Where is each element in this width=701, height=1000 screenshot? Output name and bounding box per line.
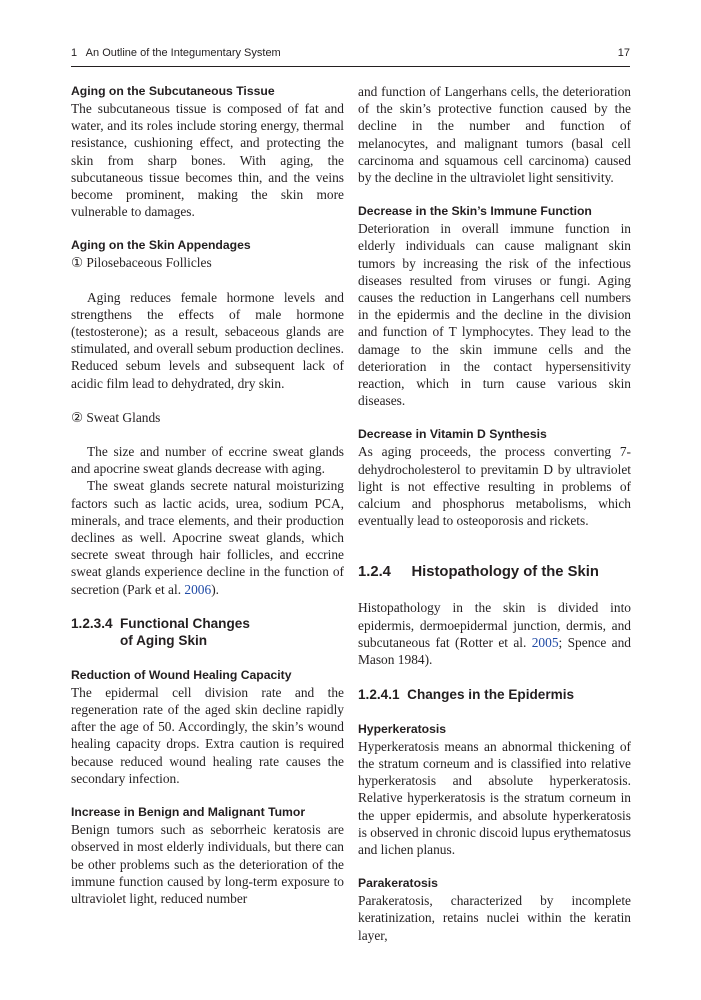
- hyperkeratosis-paragraph: Hyperkeratosis means an abnormal thickening of the stratum corneum and is classified into relative hyperkeratosis and absolute hyperkeratosis. Relative hyperkeratosis is the stratum corneum in the upper epidermis, and absolute hyperkeratosis is observed in chronic discoid lupus erythematosus and lichen planus.: [358, 738, 631, 857]
- sweat-glands-item: ② Sweat Glands: [71, 409, 161, 425]
- sweat-text-pre: The sweat glands secrete natural moisturizing factors such as lactic acids, urea, sodium PCA, minerals, and trace elements, and their production declines as well. Apocrine sweat glands, which secrete sweat through hair follicles, and eccrine sweat glands experience decline in the function of secretion (Park et al.: [71, 478, 344, 597]
- tumor-heading: Increase in Benign and Malignant Tumor: [71, 805, 306, 820]
- histopathology-section-heading: 1.2.4 Histopathology of the Skin: [358, 564, 599, 581]
- parakeratosis-heading: Parakeratosis: [358, 876, 438, 891]
- immune-function-paragraph: Deterioration in overall immune function in elderly individuals can cause malignant skin tumors by increasing the risk of the infectious diseases resulted from viruses or fungi. Aging causes the reduction in Langerhans cell numbers in the epidermis and the decline in the division and function of T lymphocytes. They lead to the damage to the skin immune cells and the deterioration in the contact hypersensitivity reaction, which in turn cause various skin diseases.: [358, 221, 631, 409]
- subcutaneous-heading: Aging on the Subcutaneous Tissue: [71, 84, 275, 98]
- citation-link-rotter-2005[interactable]: 2005: [531, 634, 559, 650]
- histo-text-pre: Histopathology in the skin is divided into epidermis, dermoepidermal junction, dermis, and subcutaneous fat (Rotter et al.: [358, 600, 631, 650]
- left-column: [71, 83, 344, 907]
- wound-healing-paragraph: The epidermal cell division rate and the regeneration rate of the aged skin decline rapidly after the age of 50. Accordingly, the skin’s wound healing capacity drops. Extra caution is required because reduced wound healing rate causes the secondary infection.: [71, 684, 344, 786]
- pilosebaceous-item: ① Pilosebaceous Follicles: [71, 255, 212, 271]
- histopathology-paragraph: [358, 599, 631, 668]
- sweat-glands-paragraph-1: The size and number of eccrine sweat glands and apocrine sweat glands decrease with aging.: [71, 444, 344, 477]
- section-title-line-2: of Aging Skin: [120, 633, 208, 649]
- chapter-title: 1 An Outline of the Integumentary System: [71, 47, 281, 59]
- sweat-glands-paragraph-2: [71, 477, 344, 597]
- hyperkeratosis-heading: Hyperkeratosis: [358, 721, 447, 736]
- continued-paragraph: and function of Langerhans cells, the deterioration of the skin’s protective function caused by the decline in the number and function of melanocytes, and malignant tumors (basal cell carcinoma and squamous cell carcinoma) caused by the decline in the ultraviolet light sensitivity.: [358, 84, 631, 186]
- subcutaneous-paragraph: The subcutaneous tissue is composed of fat and water, and its roles include storing energy, thermal resistance, cushioning effect, and protecting the skin from sharp bones. With aging, the subcutaneous tissue becomes thin, and the veins become prominent, making the skin more vulnerable to damages.: [71, 101, 344, 220]
- section-number: 1.2.3.4: [71, 615, 113, 631]
- appendages-heading: Aging on the Skin Appendages: [71, 238, 251, 253]
- functional-changes-heading: [71, 615, 344, 650]
- vitamin-d-paragraph: As aging proceeds, the process converting 7-dehydrocholesterol to previtamin D by ultraviolet light is not effective resulting in problems of calcium and phosphorus metabolisms, which eventually lead to osteoporosis and rickets.: [358, 444, 631, 529]
- pilosebaceous-paragraph: Aging reduces female hormone levels and strengthens the effects of male hormone (testosterone); as a result, sebaceous glands are stimulated, and overall sebum production declines. Reduced sebum levels and subsequent lack of acidic film lead to dehydrated, dry skin.: [71, 289, 344, 391]
- sweat-text-post: ).: [211, 581, 219, 597]
- running-head: [71, 47, 630, 59]
- header-rule: [71, 66, 630, 67]
- immune-function-heading: Decrease in the Skin’s Immune Function: [358, 204, 592, 219]
- right-column: [358, 83, 631, 944]
- epidermis-heading: 1.2.4.1 Changes in the Epidermis: [358, 687, 575, 703]
- vitamin-d-heading: Decrease in Vitamin D Synthesis: [358, 427, 547, 442]
- citation-link-park-2006[interactable]: 2006: [184, 581, 212, 597]
- page-number: 17: [617, 47, 630, 59]
- section-title-line-1: Functional Changes: [120, 615, 250, 631]
- parakeratosis-paragraph: Parakeratosis, characterized by incomplete keratinization, retains nuclei within the keratin layer,: [358, 893, 631, 943]
- tumor-paragraph: Benign tumors such as seborrheic keratosis are observed in most elderly individuals, but there can be other problems such as the deterioration of the immune function caused by long-term exposure to ultraviolet light, reduced number: [71, 822, 344, 906]
- wound-healing-heading: Reduction of Wound Healing Capacity: [71, 667, 292, 682]
- histo-text-post: ; Spence and Mason 1984).: [358, 634, 631, 668]
